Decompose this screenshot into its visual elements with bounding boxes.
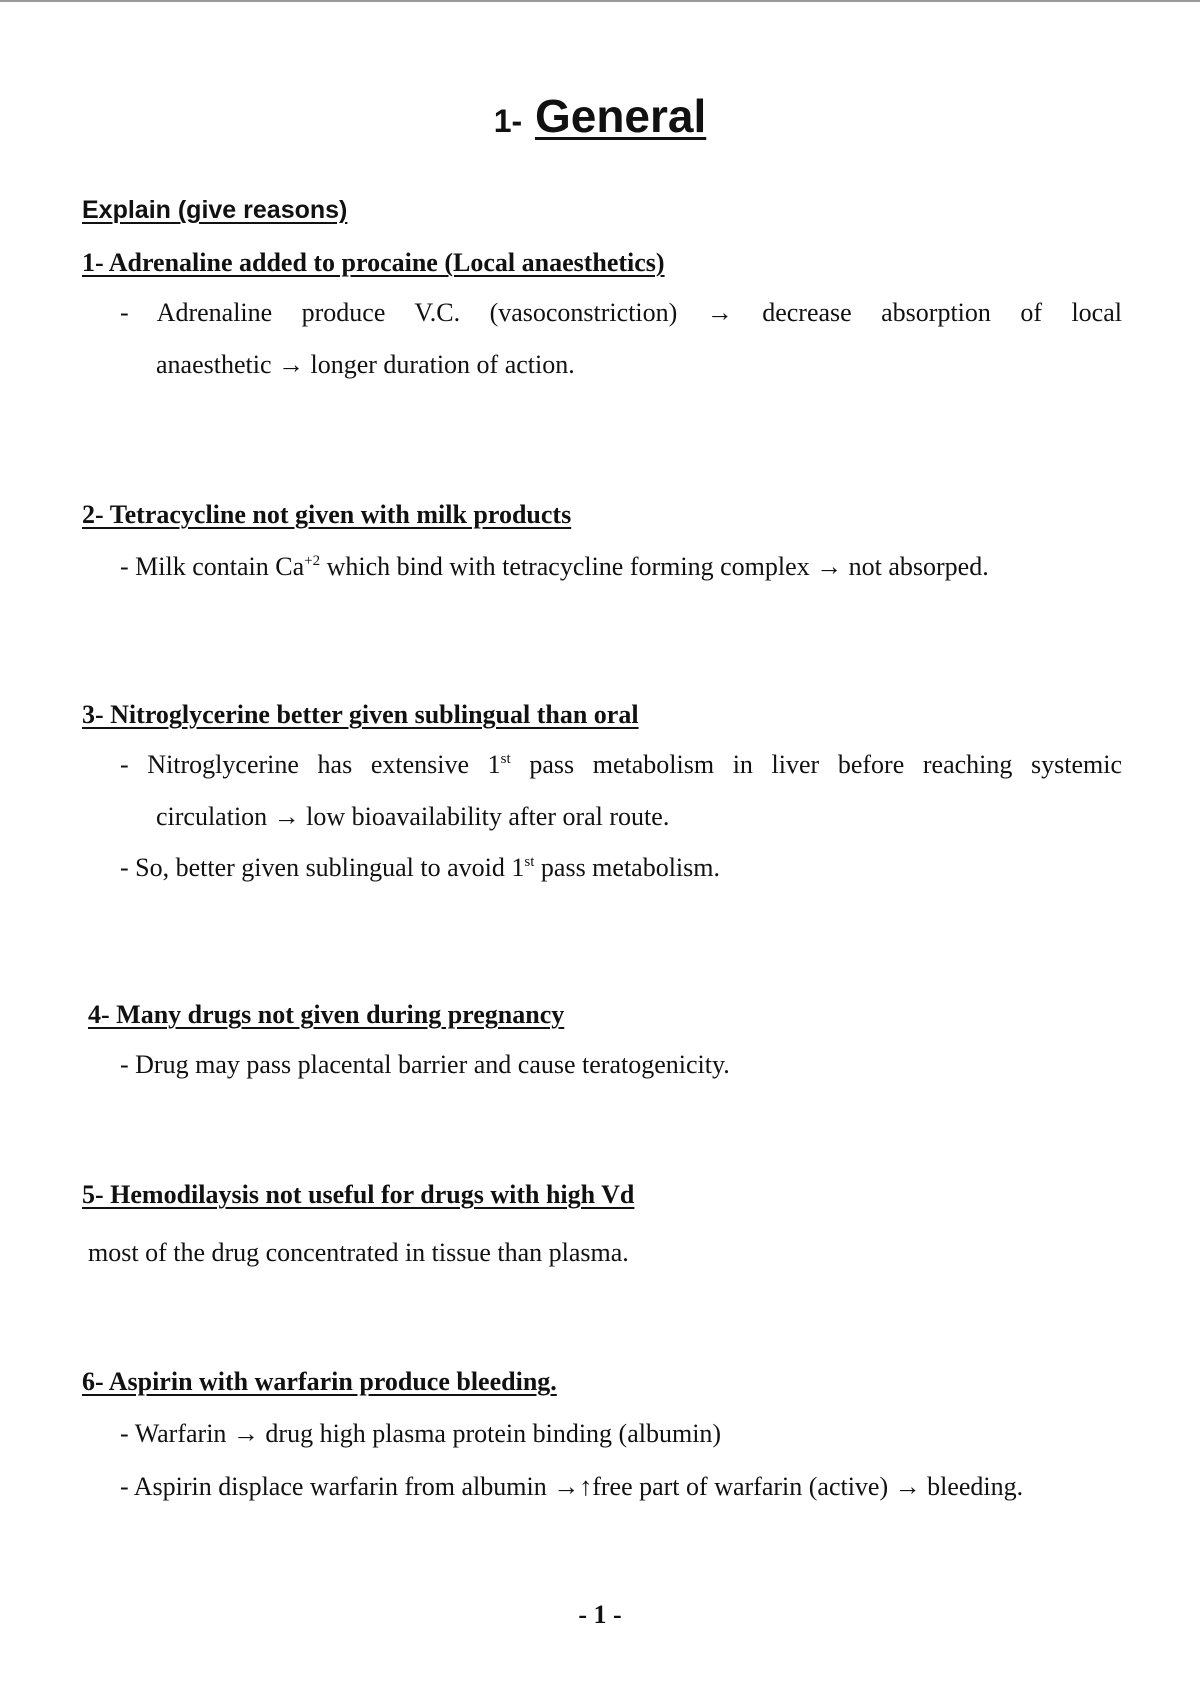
question-1-line-1: - Adrenaline produce V.C. (vasoconstriction) → decrease absorption of local bbox=[120, 298, 1122, 327]
question-1-heading: 1- Adrenaline added to procaine (Local anaesthetics) bbox=[82, 248, 665, 277]
question-1-line-2: anaesthetic → longer duration of action. bbox=[156, 350, 575, 379]
question-3-heading: 3- Nitroglycerine better given sublingual than oral bbox=[82, 700, 639, 729]
question-3-line-1-text-b: pass metabolism in liver before reaching systemic bbox=[510, 750, 1122, 779]
question-3-line-2: circulation → low bioavailability after oral route. bbox=[156, 802, 670, 831]
first-superscript: st bbox=[500, 751, 511, 767]
page-title bbox=[0, 88, 1200, 149]
question-5-line-1: most of the drug concentrated in tissue than plasma. bbox=[88, 1238, 629, 1267]
title-number: 1- bbox=[493, 103, 523, 139]
question-3-line-3-text-a: - So, better given sublingual to avoid 1 bbox=[120, 853, 525, 882]
page-top-border bbox=[0, 0, 1200, 2]
calcium-charge-superscript: +2 bbox=[304, 553, 321, 569]
question-3-line-3 bbox=[120, 853, 720, 883]
question-6-heading: 6- Aspirin with warfarin produce bleeding. bbox=[82, 1367, 557, 1396]
question-4-heading: 4- Many drugs not given during pregnancy bbox=[88, 1000, 565, 1029]
question-3-line-1-text-a: - Nitroglycerine has extensive 1 bbox=[120, 750, 501, 779]
explain-subheading: Explain (give reasons) bbox=[82, 196, 348, 224]
title-word: General bbox=[534, 90, 707, 142]
question-2-line-1 bbox=[120, 552, 989, 582]
question-2-line-1-text-a: - Milk contain Ca bbox=[120, 552, 305, 581]
question-3-line-3-text-b: pass metabolism. bbox=[534, 853, 720, 882]
question-2-heading: 2- Tetracycline not given with milk products bbox=[82, 500, 572, 529]
question-2-line-1-text-b: which bind with tetracycline forming complex → not absorped. bbox=[320, 552, 989, 581]
first-superscript: st bbox=[524, 854, 535, 870]
page-number: - 1 - bbox=[578, 1600, 622, 1629]
question-6-line-1: - Warfarin → drug high plasma protein binding (albumin) bbox=[120, 1419, 722, 1448]
question-4-line-1: - Drug may pass placental barrier and cause teratogenicity. bbox=[120, 1050, 730, 1079]
question-5-heading: 5- Hemodilaysis not useful for drugs with high Vd bbox=[82, 1180, 635, 1209]
question-3-line-1 bbox=[120, 750, 1122, 780]
question-6-line-2: - Aspirin displace warfarin from albumin →↑free part of warfarin (active) → bleeding. bbox=[120, 1472, 1024, 1501]
